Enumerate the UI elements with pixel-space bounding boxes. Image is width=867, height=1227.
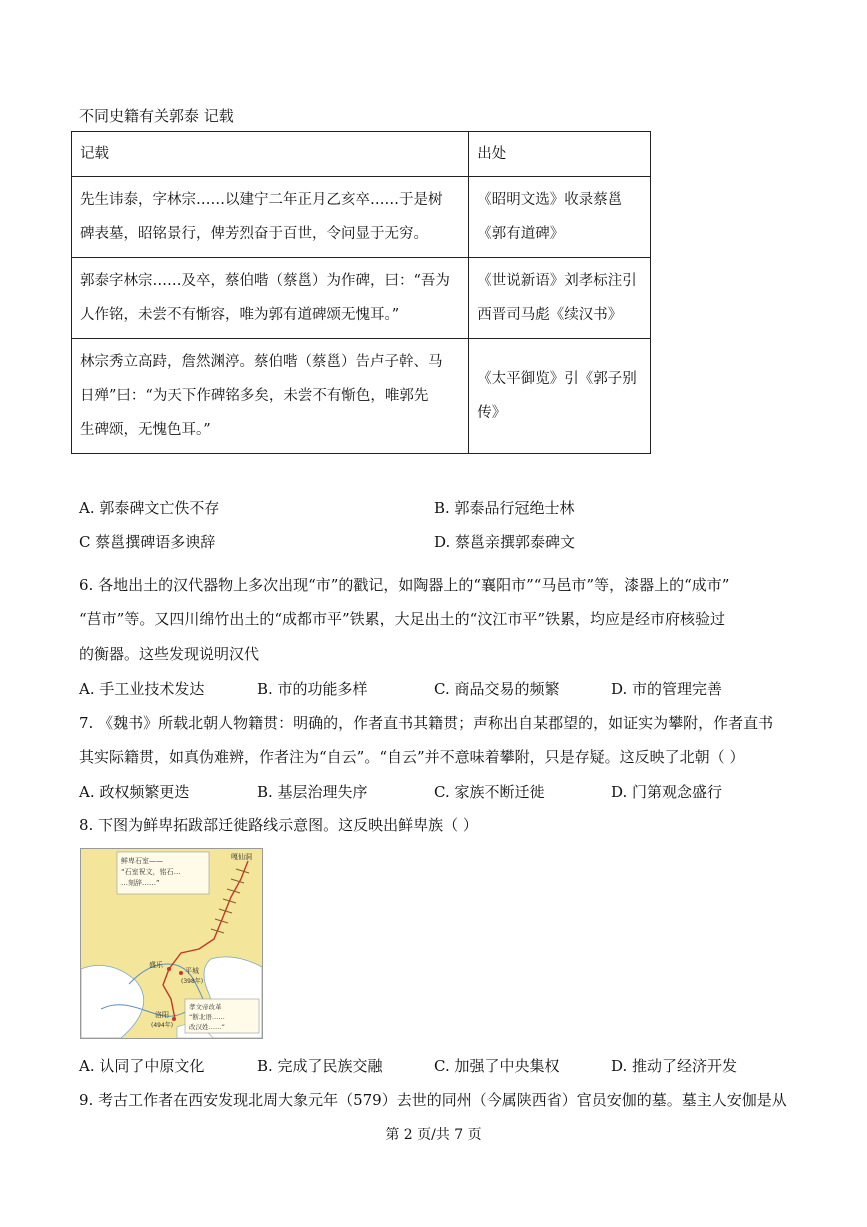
source-line: 西晋司马彪《续汉书》 <box>477 307 623 323</box>
record-cell <box>72 177 469 258</box>
q7-option-c[interactable]: C. 家族不断迁徙 <box>434 783 545 801</box>
q6-stem-line: 6. 各地出土的汉代器物上多次出现“市”的戳记，如陶器上的“襄阳市”“马邑市”等，漆器上的“成市” <box>79 576 730 594</box>
source-cell <box>469 339 651 454</box>
city-marker <box>179 971 183 975</box>
record-line: 先生讳泰，字林宗……以建宁二年正月乙亥卒……于是树 <box>80 192 443 208</box>
map-label-north: 嘎仙洞 <box>231 853 252 861</box>
q6-option-d[interactable]: D. 市的管理完善 <box>611 680 723 698</box>
q8-option-d[interactable]: D. 推动了经济开发 <box>611 1057 738 1075</box>
q7-option-d[interactable]: D. 门第观念盛行 <box>611 783 723 801</box>
q8-option-a[interactable]: A. 认同了中原文化 <box>79 1057 205 1075</box>
q8-option-c[interactable]: C. 加强了中央集权 <box>434 1057 560 1075</box>
header-source: 出处 <box>469 132 651 177</box>
source-line: 《郭有道碑》 <box>477 226 565 242</box>
note-top-line: “石室祝文，铭石… <box>121 868 181 876</box>
q5-option-d[interactable]: D. 蔡邕亲撰郭泰碑文 <box>434 533 576 551</box>
q6-option-a[interactable]: A. 手工业技术发达 <box>79 680 205 698</box>
source-cell <box>469 177 651 258</box>
record-cell <box>72 339 469 454</box>
table-row <box>72 339 651 454</box>
q6-stem-line: “莒市”等。又四川绵竹出土的“成都市平”铁累，大足出土的“汶江市平”铁累，均应是经市府核验过 <box>79 610 726 628</box>
table-row <box>72 177 651 258</box>
map-label-year: (398年) <box>181 978 204 985</box>
record-line: 人作铭，未尝不有惭容，唯为郭有道碑颂无愧耳。” <box>80 307 400 323</box>
record-cell <box>72 258 469 339</box>
note-top-line: 鲜卑石室—— <box>121 857 163 865</box>
q6-option-b[interactable]: B. 市的功能多样 <box>257 680 368 698</box>
source-line: 《太平御览》引《郭子别 <box>477 371 637 387</box>
city-marker <box>172 1017 176 1021</box>
records-table <box>71 131 651 454</box>
city-marker <box>167 967 171 971</box>
note-bottom-line: “断北语…… <box>189 1013 225 1021</box>
map-label-place: 平城 <box>185 967 199 975</box>
record-line: 林宗秀立高跱，詹然渊渟。蔡伯喈（蔡邕）告卢子幹、马 <box>80 354 443 370</box>
q7-stem-line: 其实际籍贯，如真伪难辨，作者注为“自云”。“自云”并不意味着攀附，只是存疑。这反映了北朝（ ） <box>79 748 745 766</box>
note-top-line: …刻辞……” <box>121 879 160 887</box>
q7-option-a[interactable]: A. 政权频繁更迭 <box>79 783 190 801</box>
source-line: 《昭明文选》收录蔡邕 <box>477 192 623 208</box>
q8-stem: 8. 下图为鲜卑拓跋部迁徙路线示意图。这反映出鲜卑族（ ） <box>79 816 478 834</box>
record-line: 郭泰字林宗……及卒，蔡伯喈（蔡邕）为作碑，曰：“吾为 <box>80 273 450 289</box>
q9-stem-line: 9. 考古工作者在西安发现北周大象元年（579）去世的同州（今属陕西省）官员安伽的墓。墓主人安伽是从 <box>79 1091 787 1109</box>
q6-option-c[interactable]: C. 商品交易的频繁 <box>434 680 560 698</box>
q5-option-a[interactable]: A. 郭泰碑文亡佚不存 <box>79 499 220 517</box>
source-line: 《世说新语》刘孝标注引 <box>477 273 637 289</box>
q7-option-b[interactable]: B. 基层治理失序 <box>257 783 368 801</box>
q8-option-b[interactable]: B. 完成了民族交融 <box>257 1057 383 1075</box>
record-line: 日殚”曰：“为天下作碑铭多矣，未尝不有惭色，唯郭先 <box>80 388 429 404</box>
q7-stem-line: 7. 《魏书》所载北朝人物籍贯：明确的，作者直书其籍贯；声称出自某郡望的，如证实为攀附，作者直书 <box>79 714 774 732</box>
map-label-place: 洛阳 <box>155 1011 169 1019</box>
source-cell <box>469 258 651 339</box>
note-bottom-line: 改汉姓……” <box>189 1023 225 1031</box>
note-bottom-line: 孝文帝改革 <box>189 1003 222 1011</box>
table-caption: 不同史籍有关郭泰 记载 <box>79 107 234 125</box>
q6-stem-line: 的衡器。这些发现说明汉代 <box>79 645 260 663</box>
q5-option-b[interactable]: B. 郭泰品行冠绝士林 <box>434 499 575 517</box>
page-footer: 第 2 页/共 7 页 <box>385 1127 482 1143</box>
table-header-row <box>72 132 651 177</box>
map-label-place: 盛乐 <box>149 961 163 969</box>
table-row <box>72 258 651 339</box>
q5-option-c[interactable]: C 蔡邕撰碑语多谀辞 <box>79 533 216 551</box>
record-line: 碑表墓，昭铭景行，俾芳烈奋于百世，令问显于无穷。 <box>80 226 428 242</box>
header-record: 记载 <box>72 132 469 177</box>
source-line: 传》 <box>477 405 507 421</box>
record-line: 生碑颂，无愧色耳。” <box>80 422 211 438</box>
migration-map <box>80 848 263 1039</box>
map-label-year: (494年) <box>151 1022 174 1029</box>
